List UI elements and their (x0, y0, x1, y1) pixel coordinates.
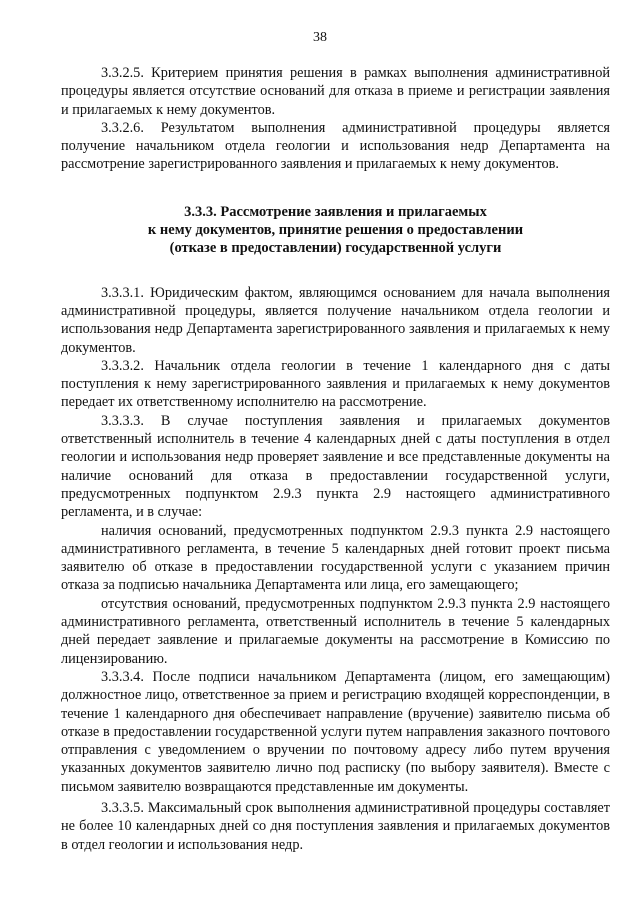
paragraph-3-3-3-3: 3.3.3.3. В случае поступления заявления и прилагаемых документов ответственный исполнитель в течение 4 календарных дней с даты поступления в отдел геологии и использования недр проверяет заявление и все представленные документы на наличие оснований для отказа в предоставлении государственной услуги, предусмотренных подпунктом 2.9.3 пункта 2.9 настоящего административного регламента, и в случае: (61, 412, 610, 521)
document-body (61, 64, 610, 854)
paragraph-3-3-3-5: 3.3.3.5. Максимальный срок выполнения административной процедуры составляет не более 10 календарных дней со дня поступления заявления и прилагаемых документов в отдел геологии и использования недр. (61, 799, 610, 853)
paragraph-3-3-3-4: 3.3.3.4. После подписи начальником Департамента (лицом, его замещающим) должностное лицо, ответственное за прием и регистрацию входящей корреспонденции, в течение 1 календарного дня обеспечивает направление (вручение) заявителю письма об отказе в предоставлении государственной услуги путем направления заказного почтового отправления с уведомлением о вручении по почтовому адресу либо путем вручения указанных документов заявителю лично под расписку (по выбору заявителя). Вместе с письмом заявителю возвращаются представленные им документы. (61, 668, 610, 795)
paragraph-case-grounds-present: наличия оснований, предусмотренных подпунктом 2.9.3 пункта 2.9 настоящего административного регламента, в течение 5 календарных дней готовит проект письма заявителю об отказе в предоставлении государственной услуги с указанием причин отказа за подписью начальника Департамента или лица, его замещающего; (61, 522, 610, 594)
page-number: 38 (313, 30, 327, 45)
section-heading-line: к нему документов, принятие решения о предоставлении (147, 222, 524, 239)
section-heading-line: (отказе в предоставлении) государственной услуги (169, 240, 502, 257)
paragraph-3-3-3-1: 3.3.3.1. Юридическим фактом, являющимся основанием для начала выполнения административной процедуры, является получение начальником отдела геологии и использования недр Департамента зарегистрированного заявления и прилагаемых к нему документов. (61, 284, 610, 356)
section-heading-line: 3.3.3. Рассмотрение заявления и прилагаемых (184, 203, 487, 220)
paragraph-3-3-3-2: 3.3.3.2. Начальник отдела геологии в течение 1 календарного дня с даты поступления к нему зарегистрированного заявления и прилагаемых к нему документов передает их ответственному исполнителю на рассмотрение. (61, 357, 610, 411)
paragraph-3-3-2-6: 3.3.2.6. Результатом выполнения административной процедуры является получение начальником отдела геологии и использования недр Департамента на рассмотрение зарегистрированного заявления и прилагаемых к нему документов. (61, 119, 610, 173)
paragraph-3-3-2-5: 3.3.2.5. Критерием принятия решения в рамках выполнения административной процедуры является отсутствие оснований для отказа в приеме и регистрации заявления и прилагаемых к нему документов. (61, 65, 610, 118)
paragraph-case-grounds-absent: отсутствия оснований, предусмотренных подпунктом 2.9.3 пункта 2.9 настоящего административного регламента, ответственный исполнитель в течение 5 календарных дней передает заявление и прилагаемые документы на рассмотрение в Комиссию по лицензированию. (61, 595, 610, 667)
section-heading-3-3-3 (61, 203, 610, 258)
